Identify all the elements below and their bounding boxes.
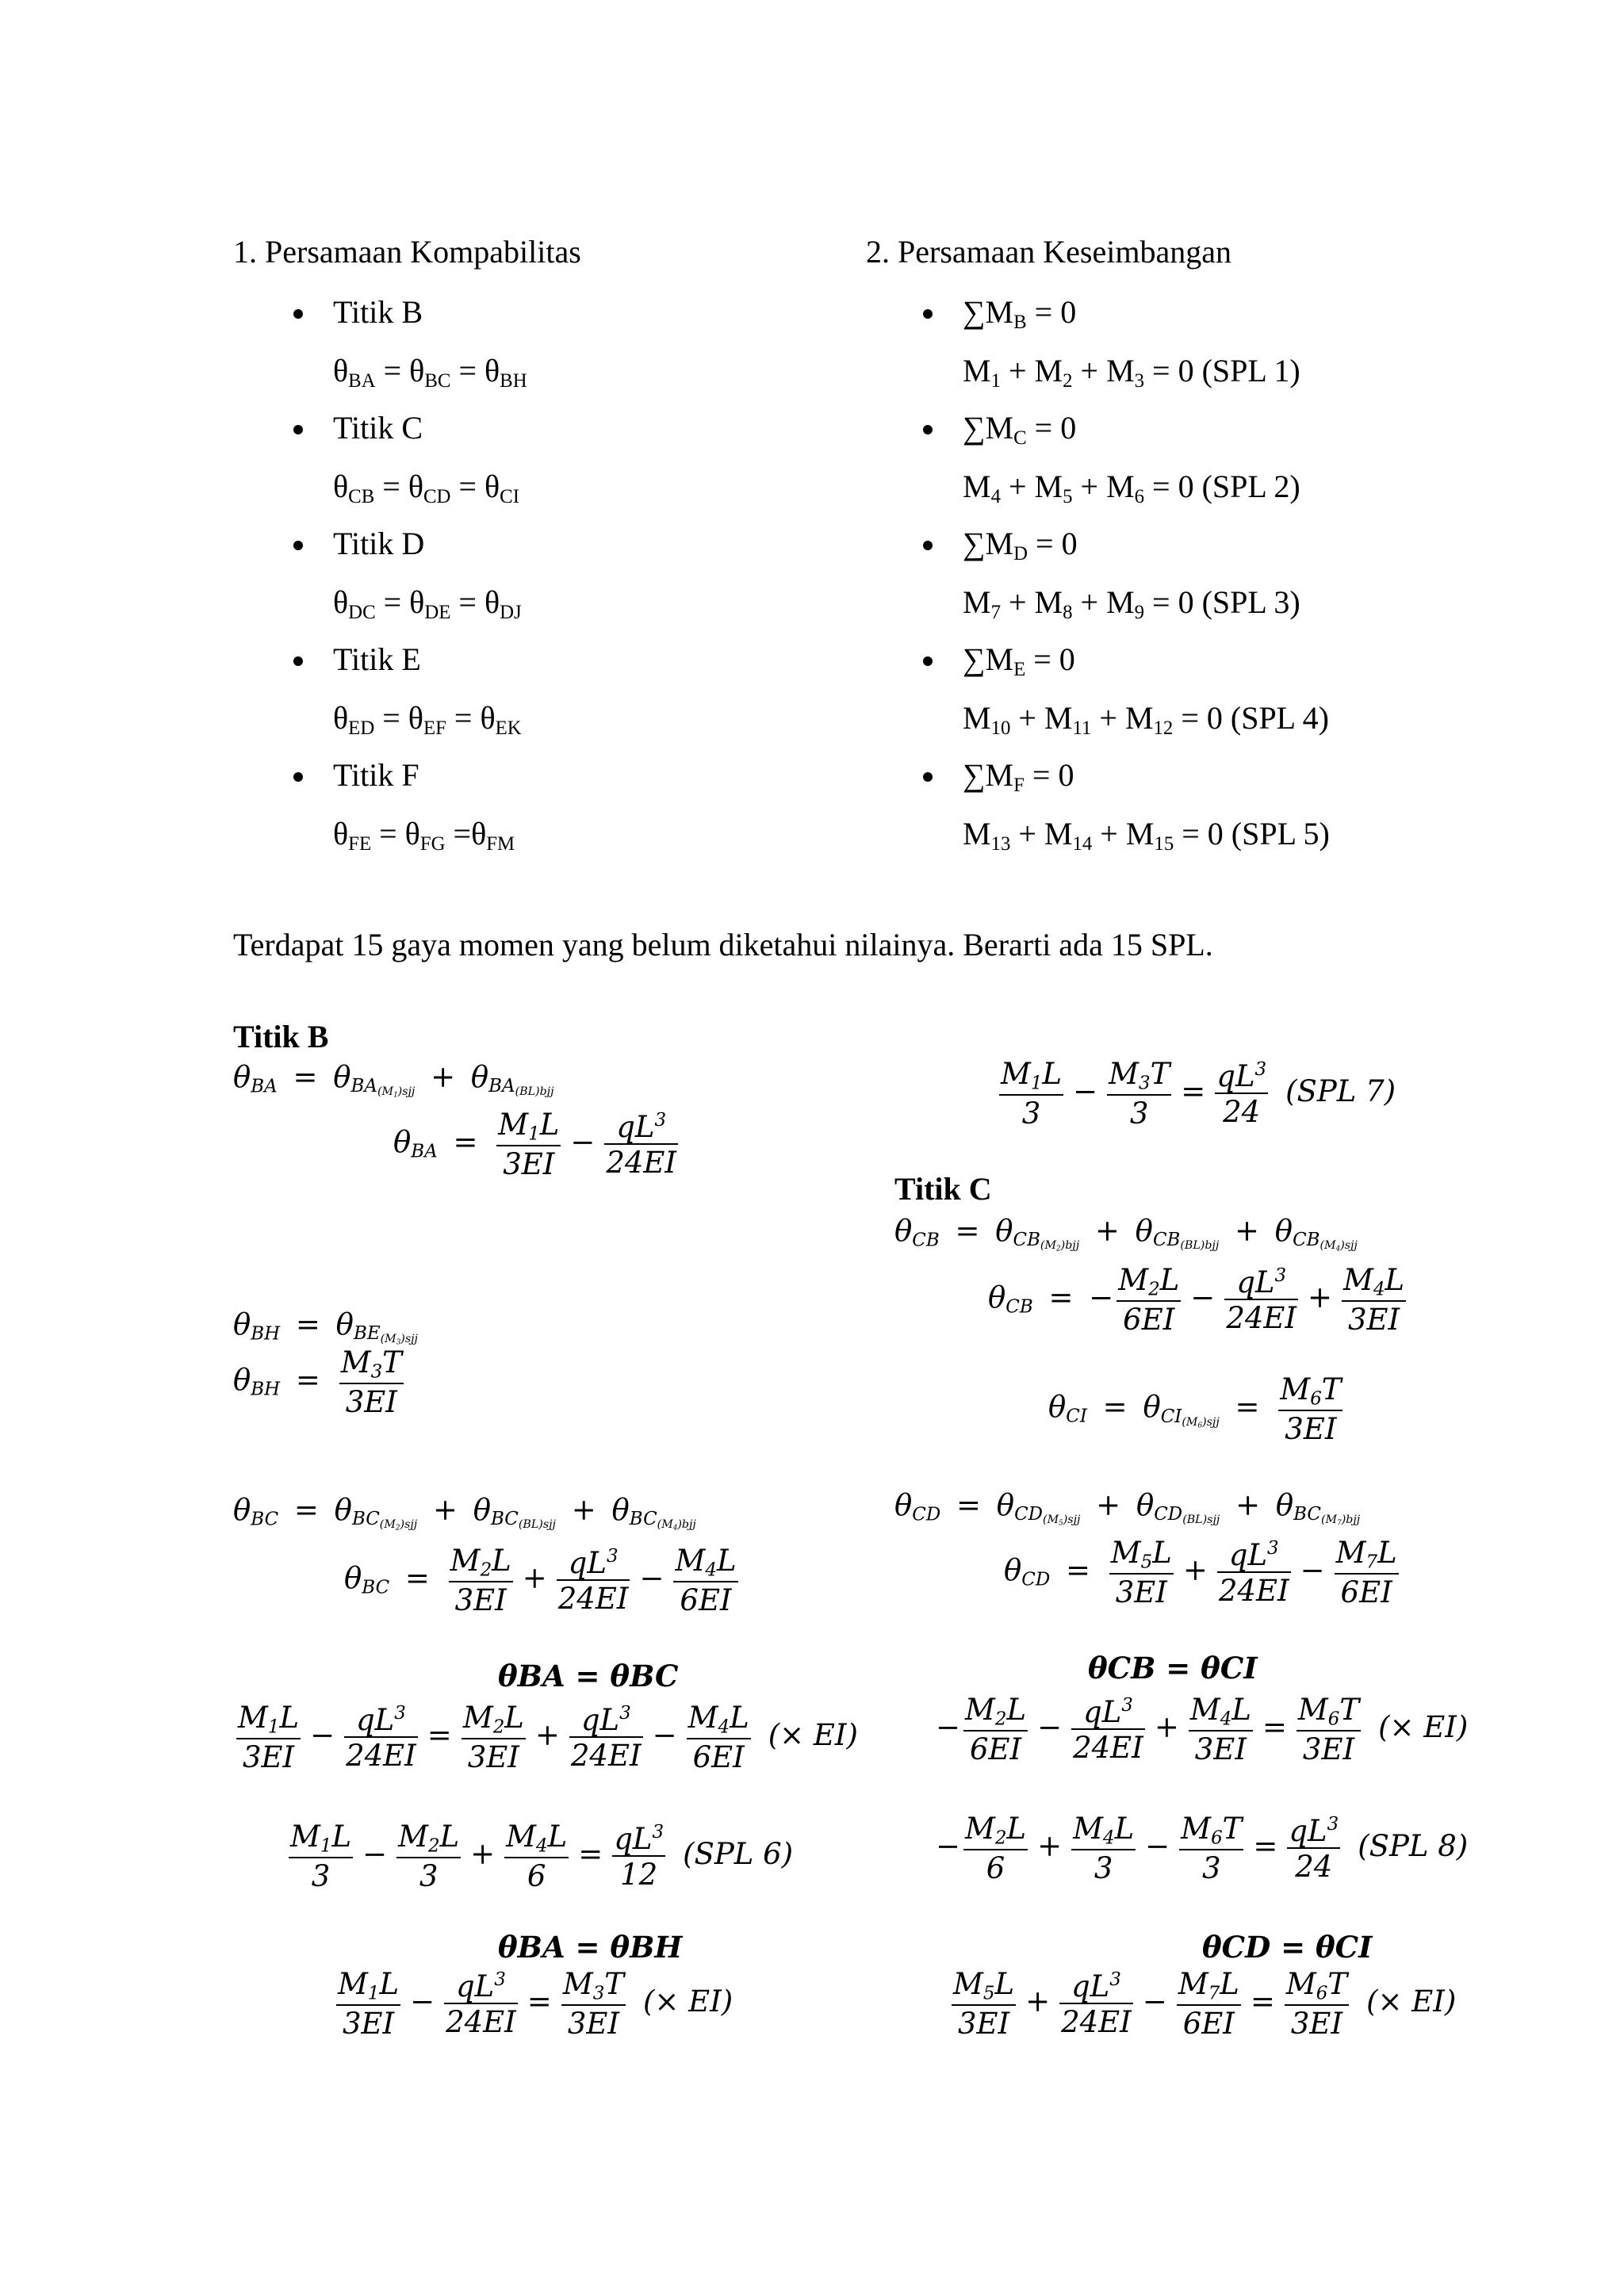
- equation-spl7: $\frac{M_1L}{3}$ − $\frac{M_3T}{3}$ = $\frac{qL^3}{24}$ (SPL 7): [1001, 1057, 1396, 1131]
- section2-item-label: $\sum M_C = 0$: [963, 410, 1077, 449]
- equation-theta-cd-def: $\theta_{CD} = \theta_{CD_{(M_5)sjj}} + \theta_{CD_{(BL)sjj}} + \theta_{BC_{(M_7)bjj}}$: [894, 1488, 1361, 1528]
- section2-item-label: $\sum M_F = 0$: [963, 757, 1074, 796]
- section1-item-label: Titik B: [333, 294, 423, 330]
- equation-theta-bh-def: $\theta_{BH} = \theta_{BE_{(M_3)sjj}}$: [233, 1307, 418, 1347]
- equation-spl8: − $\frac{M_2L}{6}$ + $\frac{M_4L}{3}$ − $\frac{M_6T}{3}$ = $\frac{qL^3}{24}$ (SPL 8): [936, 1812, 1469, 1886]
- heading-ba-equals-bc: θBA = θBC: [498, 1659, 679, 1693]
- equation-spl6: $\frac{M_1L}{3}$ − $\frac{M_2L}{3}$ + $\frac{M_4L}{6}$ = $\frac{qL^3}{12}$ (SPL 6): [290, 1820, 794, 1894]
- bullet-icon: [923, 541, 933, 550]
- bullet-icon: [923, 425, 933, 434]
- heading-cb-equals-ci: θCB = θCI: [1088, 1651, 1258, 1686]
- section2-item-eq: $M_7 + M_8 + M_9 = 0$ (SPL 3): [963, 584, 1300, 623]
- equation-theta-cb-def: $\theta_{CB} = \theta_{CB_{(M_2)bjj}} + \theta_{CB_{(BL)bjj}} + \theta_{CB_{(M_4)sjj}}$: [894, 1214, 1358, 1253]
- section1-item-eq: $\theta_{CB} = \theta_{CD} = \theta_{CI}$: [333, 469, 519, 507]
- bullet-icon: [293, 309, 303, 319]
- section2-item-label: $\sum M_E = 0$: [963, 641, 1075, 680]
- spl7-tag: (SPL 7): [1285, 1074, 1396, 1109]
- equation-theta-bh: $\theta_{BH}$ = $\frac{M_3T}{3EI}$: [233, 1345, 402, 1420]
- bullet-icon: [923, 656, 933, 666]
- bullet-icon: [293, 656, 303, 666]
- section1-item-eq: $\theta_{ED} = \theta_{EF} = \theta_{EK}$: [333, 700, 522, 739]
- titik-c-heading: Titik C: [894, 1171, 992, 1207]
- equation-theta-bc-def: $\theta_{BC} = \theta_{BC_{(M_2)sjj}} + \theta_{BC_{(BL)sjj}} + \theta_{BC_{(M_4)bjj}}$: [233, 1493, 696, 1533]
- section2-item-label: $\sum M_D = 0$: [963, 526, 1078, 564]
- section2-item-eq: $M_4 + M_5 + M_6 = 0$ (SPL 2): [963, 469, 1300, 507]
- equation-theta-cd: $\theta_{CD}$ = $\frac{M_5L}{3EI}$ + $\frac{qL^3}{24EI}$ − $\frac{M_7L}{6EI}$: [1004, 1536, 1397, 1610]
- bullet-icon: [293, 425, 303, 434]
- section2-item-label: $\sum M_B = 0$: [963, 294, 1077, 333]
- section2-item-eq: $M_1 + M_2 + M_3 = 0$ (SPL 1): [963, 353, 1300, 392]
- section2-heading: 2. Persamaan Keseimbangan: [866, 234, 1231, 270]
- heading-ba-equals-bh: θBA = θBH: [498, 1930, 683, 1965]
- equation-cd-ci-expanded: $\frac{M_5L}{3EI}$ + $\frac{qL^3}{24EI}$ − $\frac{M_7L}{6EI}$ = $\frac{M_6T}{3EI}$ (× EI): [953, 1967, 1457, 2042]
- equation-theta-ci: $\theta_{CI} = \theta_{CI_{(M_6)sjj}}$ = $\frac{M_6T}{3EI}$: [1048, 1372, 1342, 1447]
- equation-ba-bh-expanded: $\frac{M_1L}{3EI}$ − $\frac{qL^3}{24EI}$ = $\frac{M_3T}{3EI}$ (× EI): [338, 1967, 733, 2042]
- equation-theta-ba: $\theta_{BA}$ = $\frac{M_1L}{3EI}$ − $\frac{qL^3}{24EI}$: [393, 1108, 677, 1182]
- bullet-icon: [923, 309, 933, 319]
- equation-theta-bc: $\theta_{BC}$ = $\frac{M_2L}{3EI}$ + $\frac{qL^3}{24EI}$ − $\frac{M_4L}{6EI}$: [344, 1544, 737, 1618]
- spl6-tag: (SPL 6): [683, 1837, 794, 1872]
- section1-heading: 1. Persamaan Kompabilitas: [233, 234, 581, 270]
- spl8-tag: (SPL 8): [1358, 1829, 1469, 1864]
- section1-item-label: Titik C: [333, 410, 423, 446]
- equation-theta-cb: $\theta_{CB}$ = − $\frac{M_2L}{6EI}$ − $\frac{qL^3}{24EI}$ + $\frac{M_4L}{3EI}$: [988, 1263, 1405, 1337]
- equation-theta-ba-def: $\theta_{BA} = \theta_{BA_{(M_1)sjj}} + \theta_{BA_{(BL)bjj}}$: [233, 1060, 554, 1100]
- section1-item-eq: $\theta_{BA} = \theta_{BC} = \theta_{BH}$: [333, 353, 527, 392]
- titik-b-heading: Titik B: [233, 1019, 329, 1054]
- section1-item-label: Titik D: [333, 526, 425, 561]
- equation-ba-bc-expanded: $\frac{M_1L}{3EI}$ − $\frac{qL^3}{24EI}$ = $\frac{M_2L}{3EI}$ + $\frac{qL^3}{24EI}$ − $\frac{M_4L}{6EI}$ (× EI): [238, 1701, 858, 1775]
- multiply-ei-tag: (× EI): [768, 1718, 858, 1753]
- bullet-icon: [293, 541, 303, 550]
- section1-item-eq: $\theta_{FE} = \theta_{FG} =\theta_{FM}$: [333, 816, 515, 855]
- bullet-icon: [923, 772, 933, 782]
- section1-item-label: Titik E: [333, 641, 421, 677]
- equation-cb-ci-expanded: − $\frac{M_2L}{6EI}$ − $\frac{qL^3}{24EI}$ + $\frac{M_4L}{3EI}$ = $\frac{M_6T}{3EI}$ (× EI): [936, 1693, 1469, 1767]
- section1-item-label: Titik F: [333, 757, 419, 793]
- statement-text: Terdapat 15 gaya momen yang belum diketahui nilainya. Berarti ada 15 SPL.: [233, 927, 1213, 962]
- section2-item-eq: $M_{13} + M_{14} + M_{15} = 0$ (SPL 5): [963, 816, 1330, 855]
- heading-cd-equals-ci: θCD = θCI: [1202, 1930, 1373, 1965]
- bullet-icon: [293, 772, 303, 782]
- section1-item-eq: $\theta_{DC} = \theta_{DE} = \theta_{DJ}$: [333, 584, 522, 623]
- section2-item-eq: $M_{10} + M_{11} + M_{12} = 0$ (SPL 4): [963, 700, 1329, 739]
